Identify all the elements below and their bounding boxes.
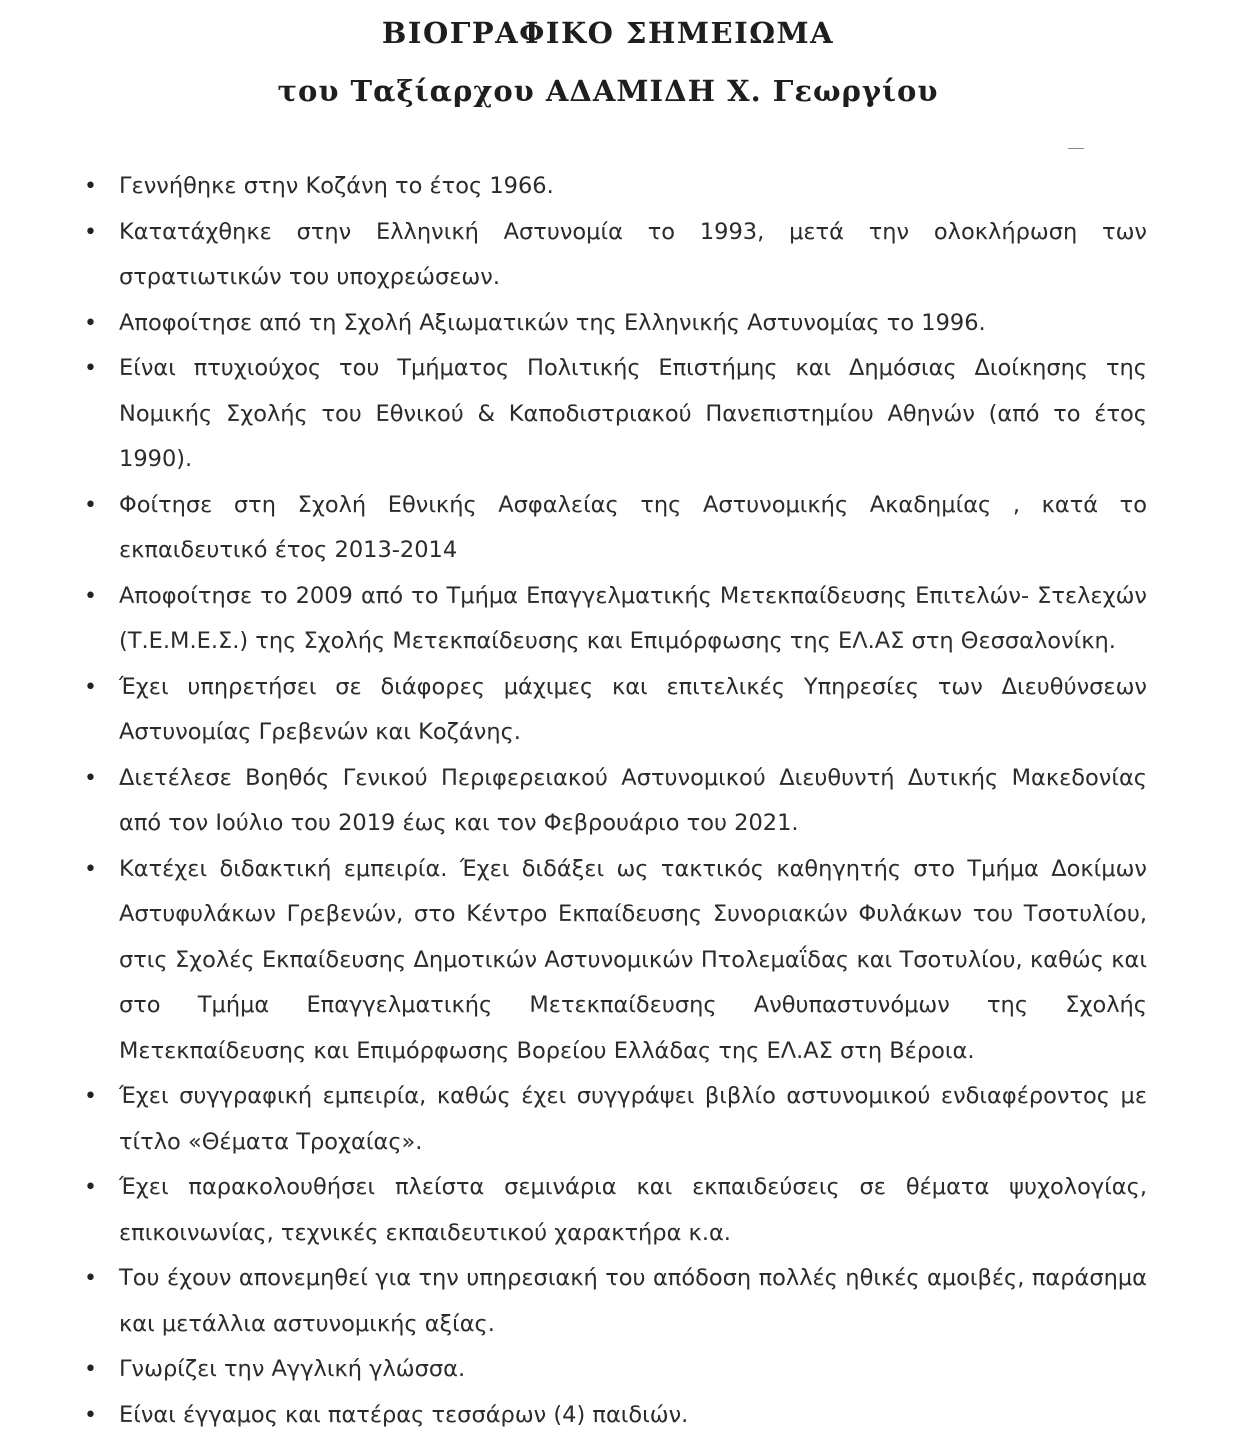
list-item — [0, 1347, 1147, 1393]
list-item-text: Φοίτησε στη Σχολή Εθνικής Ασφαλείας της Αστυνομικής Ακαδημίας , κατά το εκπαιδευτικό έτος 2013-2014 — [119, 483, 1147, 574]
list-item-text: Έχει συγγραφική εμπειρία, καθώς έχει συγγράψει βιβλίο αστυνομικού ενδιαφέροντος με τίτλο «Θέματα Τροχαίας». — [119, 1074, 1147, 1165]
list-item — [0, 346, 1147, 483]
list-item — [0, 756, 1147, 847]
bullet-icon: • — [84, 164, 97, 210]
list-item — [0, 210, 1147, 301]
list-item — [0, 665, 1147, 756]
list-item-text: Αποφοίτησε από τη Σχολή Αξιωματικών της Ελληνικής Αστυνομίας το 1996. — [119, 301, 1147, 347]
list-item-text: Κατέχει διδακτική εμπειρία. Έχει διδάξει ως τακτικός καθηγητής στο Τμήμα Δοκίμων Αστυφυλάκων Γρεβενών, στο Κέντρο Εκπαίδευσης Συνοριακών Φυλάκων του Τσοτυλίου, στις Σχολές Εκπαίδευσης Δημοτικών Αστυνομικών Πτολεμαΐδας και Τσοτυλίου, καθώς και στο Τμήμα Επαγγελματικής Μετεκπαίδευσης Ανθυπαστυνόμων της Σχολής Μετεκπαίδευσης και Επιμόρφωσης Βορείου Ελλάδας της ΕΛ.ΑΣ στη Βέροια. — [119, 847, 1147, 1075]
list-item-text: Αποφοίτησε το 2009 από το Τμήμα Επαγγελματικής Μετεκπαίδευσης Επιτελών- Στελεχών (Τ.Ε.Μ.Ε.Σ.) της Σχολής Μετεκπαίδευσης και Επιμόρφωσης της ΕΛ.ΑΣ στη Θεσσαλονίκη. — [119, 574, 1147, 665]
list-item-text: Του έχουν απονεμηθεί για την υπηρεσιακή του απόδοση πολλές ηθικές αμοιβές, παράσημα και μετάλλια αστυνομικής αξίας. — [119, 1256, 1147, 1347]
document-subtitle: του Ταξίαρχου ΑΔΑΜΙΔΗ Χ. Γεωργίου — [0, 74, 1216, 108]
list-item — [0, 1256, 1147, 1347]
bullet-icon: • — [84, 1165, 97, 1211]
list-item-text: Κατατάχθηκε στην Ελληνική Αστυνομία το 1993, μετά την ολοκλήρωση των στρατιωτικών του υποχρεώσεων. — [119, 210, 1147, 301]
bullet-icon: • — [84, 665, 97, 711]
list-item-text: Γνωρίζει την Αγγλική γλώσσα. — [119, 1347, 1147, 1393]
scan-mark — [1068, 148, 1084, 149]
list-item — [0, 847, 1147, 1075]
bullet-icon: • — [84, 210, 97, 256]
list-item — [0, 483, 1147, 574]
biography-list — [0, 164, 1240, 1438]
list-item — [0, 164, 1147, 210]
list-item-text: Είναι έγγαμος και πατέρας τεσσάρων (4) παιδιών. — [119, 1393, 1147, 1438]
list-item-text: Είναι πτυχιούχος του Τμήματος Πολιτικής Επιστήμης και Δημόσιας Διοίκησης της Νομικής Σχολής του Εθνικού & Καποδιστριακού Πανεπιστημίου Αθηνών (από το έτος 1990). — [119, 346, 1147, 483]
bullet-icon: • — [84, 847, 97, 893]
list-item-text: Έχει υπηρετήσει σε διάφορες μάχιμες και επιτελικές Υπηρεσίες των Διευθύνσεων Αστυνομίας Γρεβενών και Κοζάνης. — [119, 665, 1147, 756]
list-item — [0, 574, 1147, 665]
list-item-text: Διετέλεσε Βοηθός Γενικού Περιφερειακού Αστυνομικού Διευθυντή Δυτικής Μακεδονίας από τον Ιούλιο του 2019 έως και τον Φεβρουάριο του 2021. — [119, 756, 1147, 847]
bullet-icon: • — [84, 1074, 97, 1120]
bullet-icon: • — [84, 301, 97, 347]
bullet-icon: • — [84, 1393, 97, 1438]
document-title: ΒΙΟΓΡΑΦΙΚΟ ΣΗΜΕΙΩΜΑ — [0, 16, 1216, 50]
list-item — [0, 1165, 1147, 1256]
list-item — [0, 1074, 1147, 1165]
list-item — [0, 1393, 1147, 1438]
bullet-icon: • — [84, 574, 97, 620]
bullet-icon: • — [84, 1347, 97, 1393]
bullet-icon: • — [84, 483, 97, 529]
list-item-text: Έχει παρακολουθήσει πλείστα σεμινάρια και εκπαιδεύσεις σε θέματα ψυχολογίας, επικοινωνίας, τεχνικές εκπαιδευτικού χαρακτήρα κ.α. — [119, 1165, 1147, 1256]
bullet-icon: • — [84, 1256, 97, 1302]
list-item-text: Γεννήθηκε στην Κοζάνη το έτος 1966. — [119, 164, 1147, 210]
bullet-icon: • — [84, 756, 97, 802]
list-item — [0, 301, 1147, 347]
bullet-icon: • — [84, 346, 97, 392]
